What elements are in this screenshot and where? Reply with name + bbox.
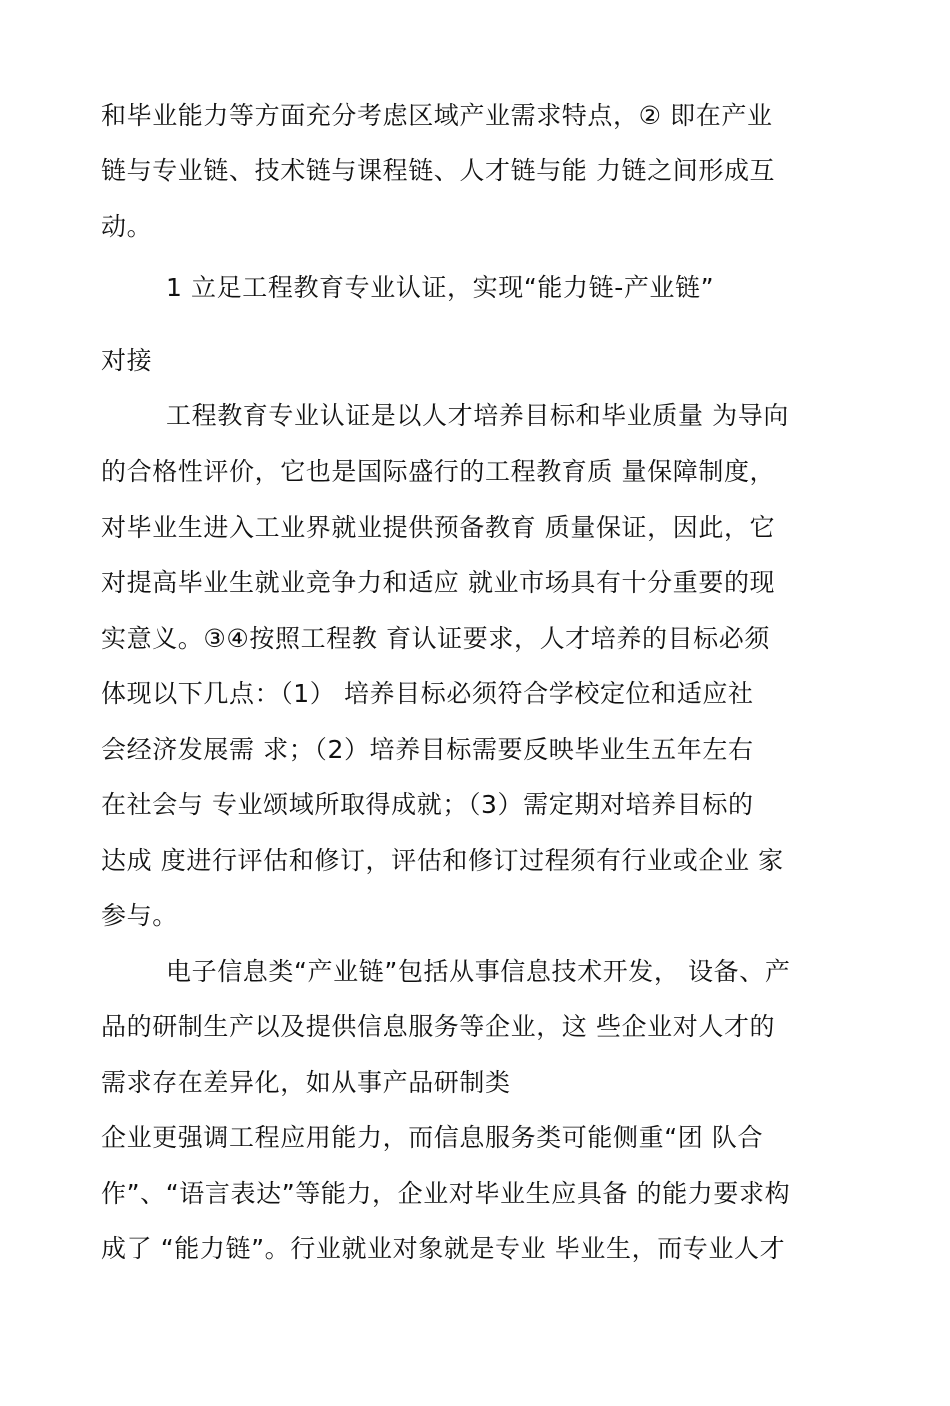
text-line-10: 实意义。③④按照工程教 育认证要求，人才培养的目标必须 — [101, 624, 770, 653]
text-line-2: 链与专业链、技术链与课程链、人才链与能 力链之间形成互 — [101, 156, 776, 185]
text-line-7: 的合格性评价，它也是国际盛行的工程教育质 量保障制度， — [101, 457, 776, 486]
text-line-3: 动。 — [101, 212, 153, 241]
text-line-1: 和毕业能力等方面充分考虑区域产业需求特点，② 即在产业 — [101, 101, 773, 130]
text-line-21: 成了 “能力链”。行业就业对象就是专业 毕业生，而专业人才 — [101, 1234, 786, 1263]
text-line-11: 体现以下几点：（1） 培养目标必须符合学校定位和适应社 — [101, 679, 754, 708]
section-heading-cont: 对接 — [101, 346, 153, 375]
text-line-20: 作”、“语言表达”等能力，企业对毕业生应具备 的能力要求构 — [101, 1179, 791, 1208]
text-line-14: 达成 度进行评估和修订，评估和修订过程须有行业或企业 家 — [101, 846, 784, 875]
text-line-18: 需求存在差异化，如从事产品研制类 — [101, 1068, 511, 1097]
text-line-6: 工程教育专业认证是以人才培养目标和毕业质量 为导向 — [166, 401, 789, 430]
text-line-19: 企业更强调工程应用能力，而信息服务类可能侧重“团 队合 — [101, 1123, 764, 1152]
text-line-12: 会经济发展需 求；（2）培养目标需要反映毕业生五年左右 — [101, 735, 754, 764]
text-line-17: 品的研制生产以及提供信息服务等企业，这 些企业对人才的 — [101, 1012, 776, 1041]
text-line-16: 电子信息类“产业链”包括从事信息技术开发， 设备、产 — [166, 957, 791, 986]
text-line-13: 在社会与 专业颂域所取得成就；（3）需定期对培养目标的 — [101, 790, 754, 819]
text-line-15: 参与。 — [101, 901, 178, 930]
text-line-9: 对提高毕业生就业竞争力和适应 就业市场具有十分重要的现 — [101, 568, 776, 597]
section-heading: 1 立足工程教育专业认证，实现“能力链-产业链” — [166, 273, 715, 302]
text-line-8: 对毕业生进入工业界就业提供预备教育 质量保证，因此，它 — [101, 513, 776, 542]
